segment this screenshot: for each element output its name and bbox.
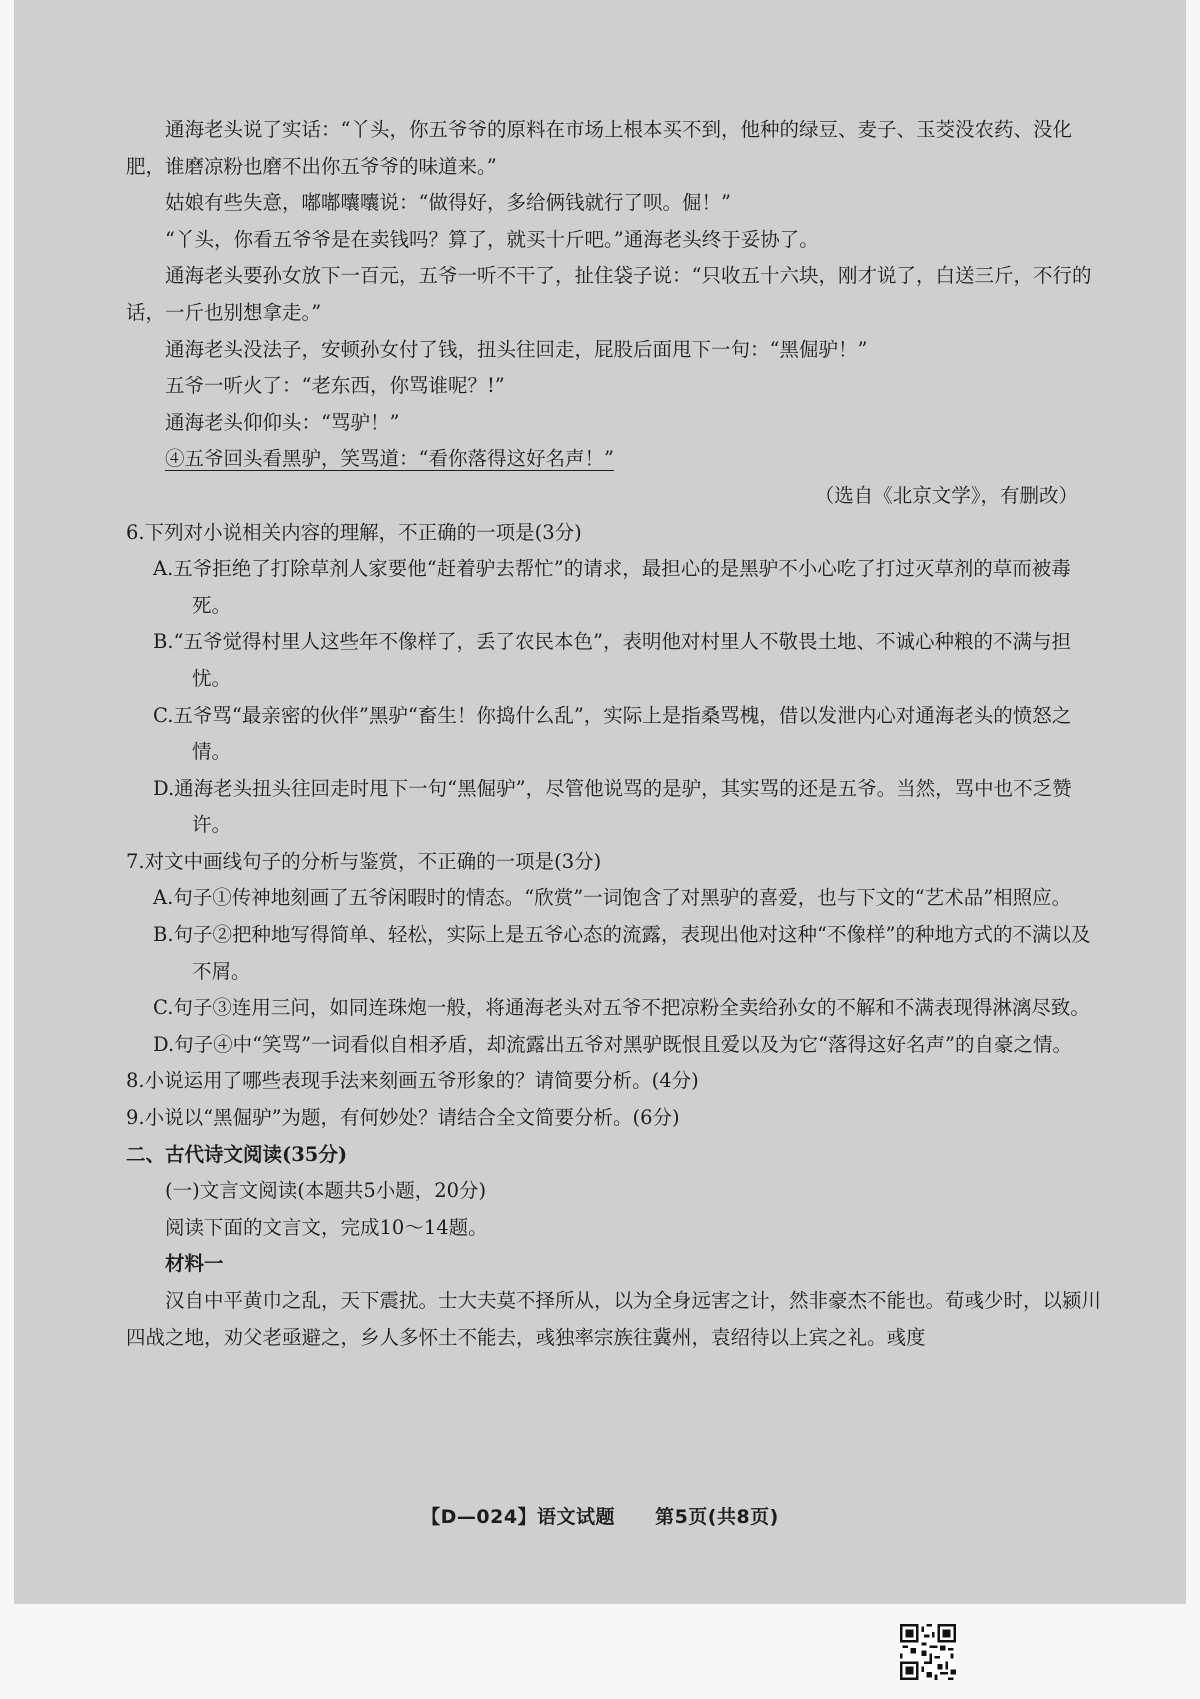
question-6-option-b: B.“五爷觉得村里人这些年不像样了，丢了农民本色”，表明他对村里人不敬畏土地、不诚心种粮的不满与担忧。 bbox=[153, 630, 1071, 690]
underlined-sentence: ④五爷回头看黑驴，笑骂道：“看你落得这好名声！” bbox=[165, 447, 614, 471]
scanned-page bbox=[14, 0, 1186, 1604]
question-7-option-c: C.句子③连用三问，如同连珠炮一般，将通海老头对五爷不把凉粉全卖给孙女的不解和不满表现得淋漓尽致。 bbox=[153, 996, 1090, 1020]
page-footer bbox=[14, 1502, 1186, 1529]
question-8: 8.小说运用了哪些表现手法来刻画五爷形象的？请简要分析。(4分) bbox=[126, 1069, 699, 1093]
story-line: 通海老头说了实话：“丫头，你五爷爷的原料在市场上根本买不到，他种的绿豆、麦子、玉茭没农药、没化肥，谁磨凉粉也磨不出你五爷爷的味道来。” bbox=[126, 118, 1072, 178]
exam-code: 【D—024】语文试题 bbox=[421, 1506, 616, 1528]
subsection-title: (一)文言文阅读(本题共5小题，20分) bbox=[165, 1179, 487, 1203]
story-line: 五爷一听火了：“老东西，你骂谁呢？!” bbox=[165, 374, 505, 398]
question-6-option-d: D.通海老头扭头往回走时甩下一句“黑倔驴”，尽管他说骂的是驴，其实骂的还是五爷。当然，骂中也不乏赞许。 bbox=[153, 776, 1072, 837]
question-7-option-a: A.句子①传神地刻画了五爷闲暇时的情态。“欣赏”一词饱含了对黑驴的喜爱，也与下文的“艺术品”相照应。 bbox=[153, 886, 1072, 910]
reading-instruction: 阅读下面的文言文，完成10～14题。 bbox=[165, 1215, 488, 1239]
classical-passage: 汉自中平黄巾之乱，天下震扰。士大夫莫不择所从，以为全身远害之计，然非豪杰不能也。荀彧少时，以颍川四战之地，劝父老亟避之，乡人多怀土不能去，彧独率宗族往冀州，袁绍待以上宾之礼。彧度 bbox=[126, 1289, 1102, 1349]
story-line: 姑娘有些失意，嘟嘟囔囔说：“做得好，多给俩钱就行了呗。倔！” bbox=[165, 191, 731, 215]
story-line: “丫头，你看五爷爷是在卖钱吗？算了，就买十斤吧。”通海老头终于妥协了。 bbox=[165, 227, 819, 251]
question-7-option-d: D.句子④中“笑骂”一词看似自相矛盾，却流露出五爷对黑驴既恨且爱以及为它“落得这好名声”的自豪之情。 bbox=[153, 1032, 1073, 1056]
question-7-option-b: B.句子②把种地写得简单、轻松，实际上是五爷心态的流露，表现出他对这种“不像样”的种地方式的不满以及不屑。 bbox=[153, 923, 1091, 983]
question-6-option-c: C.五爷骂“最亲密的伙伴”黑驴“畜生！你捣什么乱”，实际上是指桑骂槐，借以发泄内心对通海老头的愤怒之情。 bbox=[153, 703, 1072, 764]
page-content bbox=[126, 112, 1106, 1356]
section-title: 二、古代诗文阅读(35分) bbox=[126, 1142, 348, 1166]
material-label: 材料一 bbox=[165, 1252, 224, 1276]
page-number: 第5页(共8页) bbox=[655, 1506, 779, 1528]
question-7-stem: 7.对文中画线句子的分析与鉴赏，不正确的一项是(3分) bbox=[126, 849, 602, 873]
question-6-option-a: A.五爷拒绝了打除草剂人家要他“赶着驴去帮忙”的请求，最担心的是黑驴不小心吃了打过灭草剂的草而被毒死。 bbox=[153, 557, 1071, 617]
story-line: 通海老头要孙女放下一百元，五爷一听不干了，扯住袋子说：“只收五十六块，刚才说了，白送三斤，不行的话，一斤也别想拿走。” bbox=[126, 264, 1092, 324]
source-note: （选自《北京文学》，有删改） bbox=[814, 483, 1078, 507]
question-6-stem: 6.下列对小说相关内容的理解，不正确的一项是(3分) bbox=[126, 520, 582, 544]
qr-code-icon bbox=[900, 1624, 956, 1680]
story-line: 通海老头没法子，安顿孙女付了钱，扭头往回走，屁股后面甩下一句：“黑倔驴！” bbox=[165, 337, 868, 361]
story-line: 通海老头仰仰头：“骂驴！” bbox=[165, 410, 400, 434]
question-9: 9.小说以“黑倔驴”为题，有何妙处？请结合全文简要分析。(6分) bbox=[126, 1106, 680, 1130]
